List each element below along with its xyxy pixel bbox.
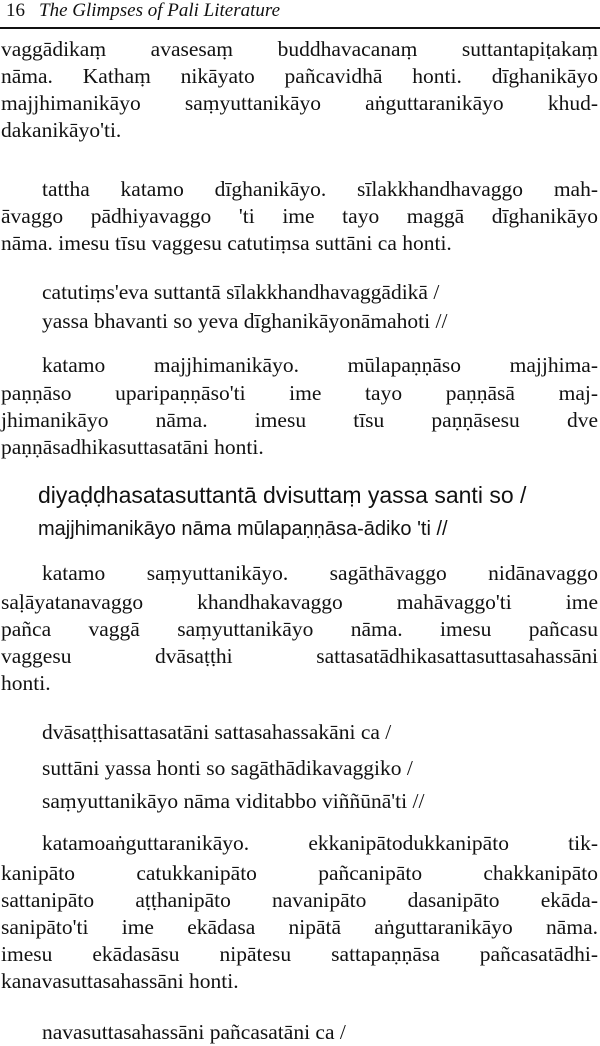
text-line: paṇṇāso uparipaṇṇāso'ti ime tayo paṇṇāsā maj-	[1, 381, 598, 405]
verse-line: dvāsaṭṭhisattasatāni sattasahassakāni ca /	[42, 720, 392, 744]
text-line: nāma. Kathaṃ nikāyato pañcavidhā honti. dīghanikāyo	[1, 64, 598, 88]
running-title: The Glimpses of Pali Literature	[39, 0, 281, 21]
verse-line: saṃyuttanikāyo nāma viditabbo viññūnā'ti //	[42, 789, 425, 813]
text-line: kanipāto catukkanipāto pañcanipāto chakkanipāto	[1, 861, 598, 885]
paragraph-2-cont	[1, 203, 598, 257]
paragraph-1	[1, 36, 598, 144]
paragraph-4	[42, 560, 598, 587]
paragraph-2	[42, 176, 598, 203]
verse-line: diyaḍḍhasatasuttantā dvisuttaṃ yassa santi so /	[38, 482, 527, 508]
text-line: nāma. imesu tīsu vaggesu catutiṃsa suttāni ca honti.	[1, 231, 452, 255]
text-line: dakanikāyo'ti.	[1, 118, 122, 142]
text-line: āvaggo pādhiyavaggo 'ti ime tayo maggā dīghanikāyo	[1, 204, 598, 228]
verse-line: suttāni yassa honti so sagāthādikavaggiko /	[42, 756, 413, 780]
text-line: majjhimanikāyo saṃyuttanikāyo aṅguttaranikāyo khud-	[1, 91, 598, 115]
text-line: tattha katamo dīghanikāyo. sīlakkhandhavaggo mah-	[42, 177, 598, 201]
paragraph-4-cont	[1, 589, 598, 697]
paragraph-5	[42, 830, 598, 857]
text-line: katamo saṃyuttanikāyo. sagāthāvaggo nidānavaggo	[42, 561, 598, 585]
text-line: pañca vaggā saṃyuttanikāyo nāma. imesu pañcasu	[1, 617, 598, 641]
verse-line: navasuttasahassāni pañcasatāni ca /	[42, 1020, 346, 1044]
text-line: saḷāyatanavaggo khandhakavaggo mahāvaggo'ti ime	[1, 590, 598, 614]
text-line: paṇṇāsadhikasuttasatāni honti.	[1, 435, 264, 459]
paragraph-3	[42, 352, 598, 379]
text-line: vaggesu dvāsaṭṭhi sattasatādhikasattasuttasahassāni	[1, 644, 598, 668]
text-line: jhimanikāyo nāma. imesu tīsu paṇṇāsesu dve	[1, 408, 598, 432]
verse-line: catutiṃs'eva suttantā sīlakkhandhavaggādikā /	[42, 280, 440, 304]
verse-line: yassa bhavanti so yeva dīghanikāyonāmahoti //	[42, 309, 448, 333]
text-line: katamo majjhimanikāyo. mūlapaṇṇāso majjhima-	[42, 353, 598, 377]
text-line: sanipāto'ti ime ekādasa nipātā aṅguttaranikāyo nāma.	[1, 915, 598, 939]
verse-line: majjhimanikāyo nāma mūlapaṇṇāsa-ādiko 'ti //	[38, 518, 448, 540]
text-line: sattanipāto aṭṭhanipāto navanipāto dasanipāto ekāda-	[1, 888, 598, 912]
paragraph-5-cont	[1, 860, 598, 995]
header-rule	[0, 27, 600, 29]
text-line: vaggādikaṃ avasesaṃ buddhavacanaṃ suttantapiṭakaṃ	[1, 37, 598, 61]
page-number: 16	[6, 0, 25, 21]
text-line: kanavasuttasahassāni honti.	[1, 969, 239, 993]
running-header	[6, 0, 280, 24]
text-line: katamoaṅguttaranikāyo. ekkanipātodukkanipāto tik-	[42, 831, 598, 855]
text-line: honti.	[1, 671, 51, 695]
paragraph-3-cont	[1, 380, 598, 461]
text-line: imesu ekādasāsu nipātesu sattapaṇṇāsa pañcasatādhi-	[1, 942, 598, 966]
